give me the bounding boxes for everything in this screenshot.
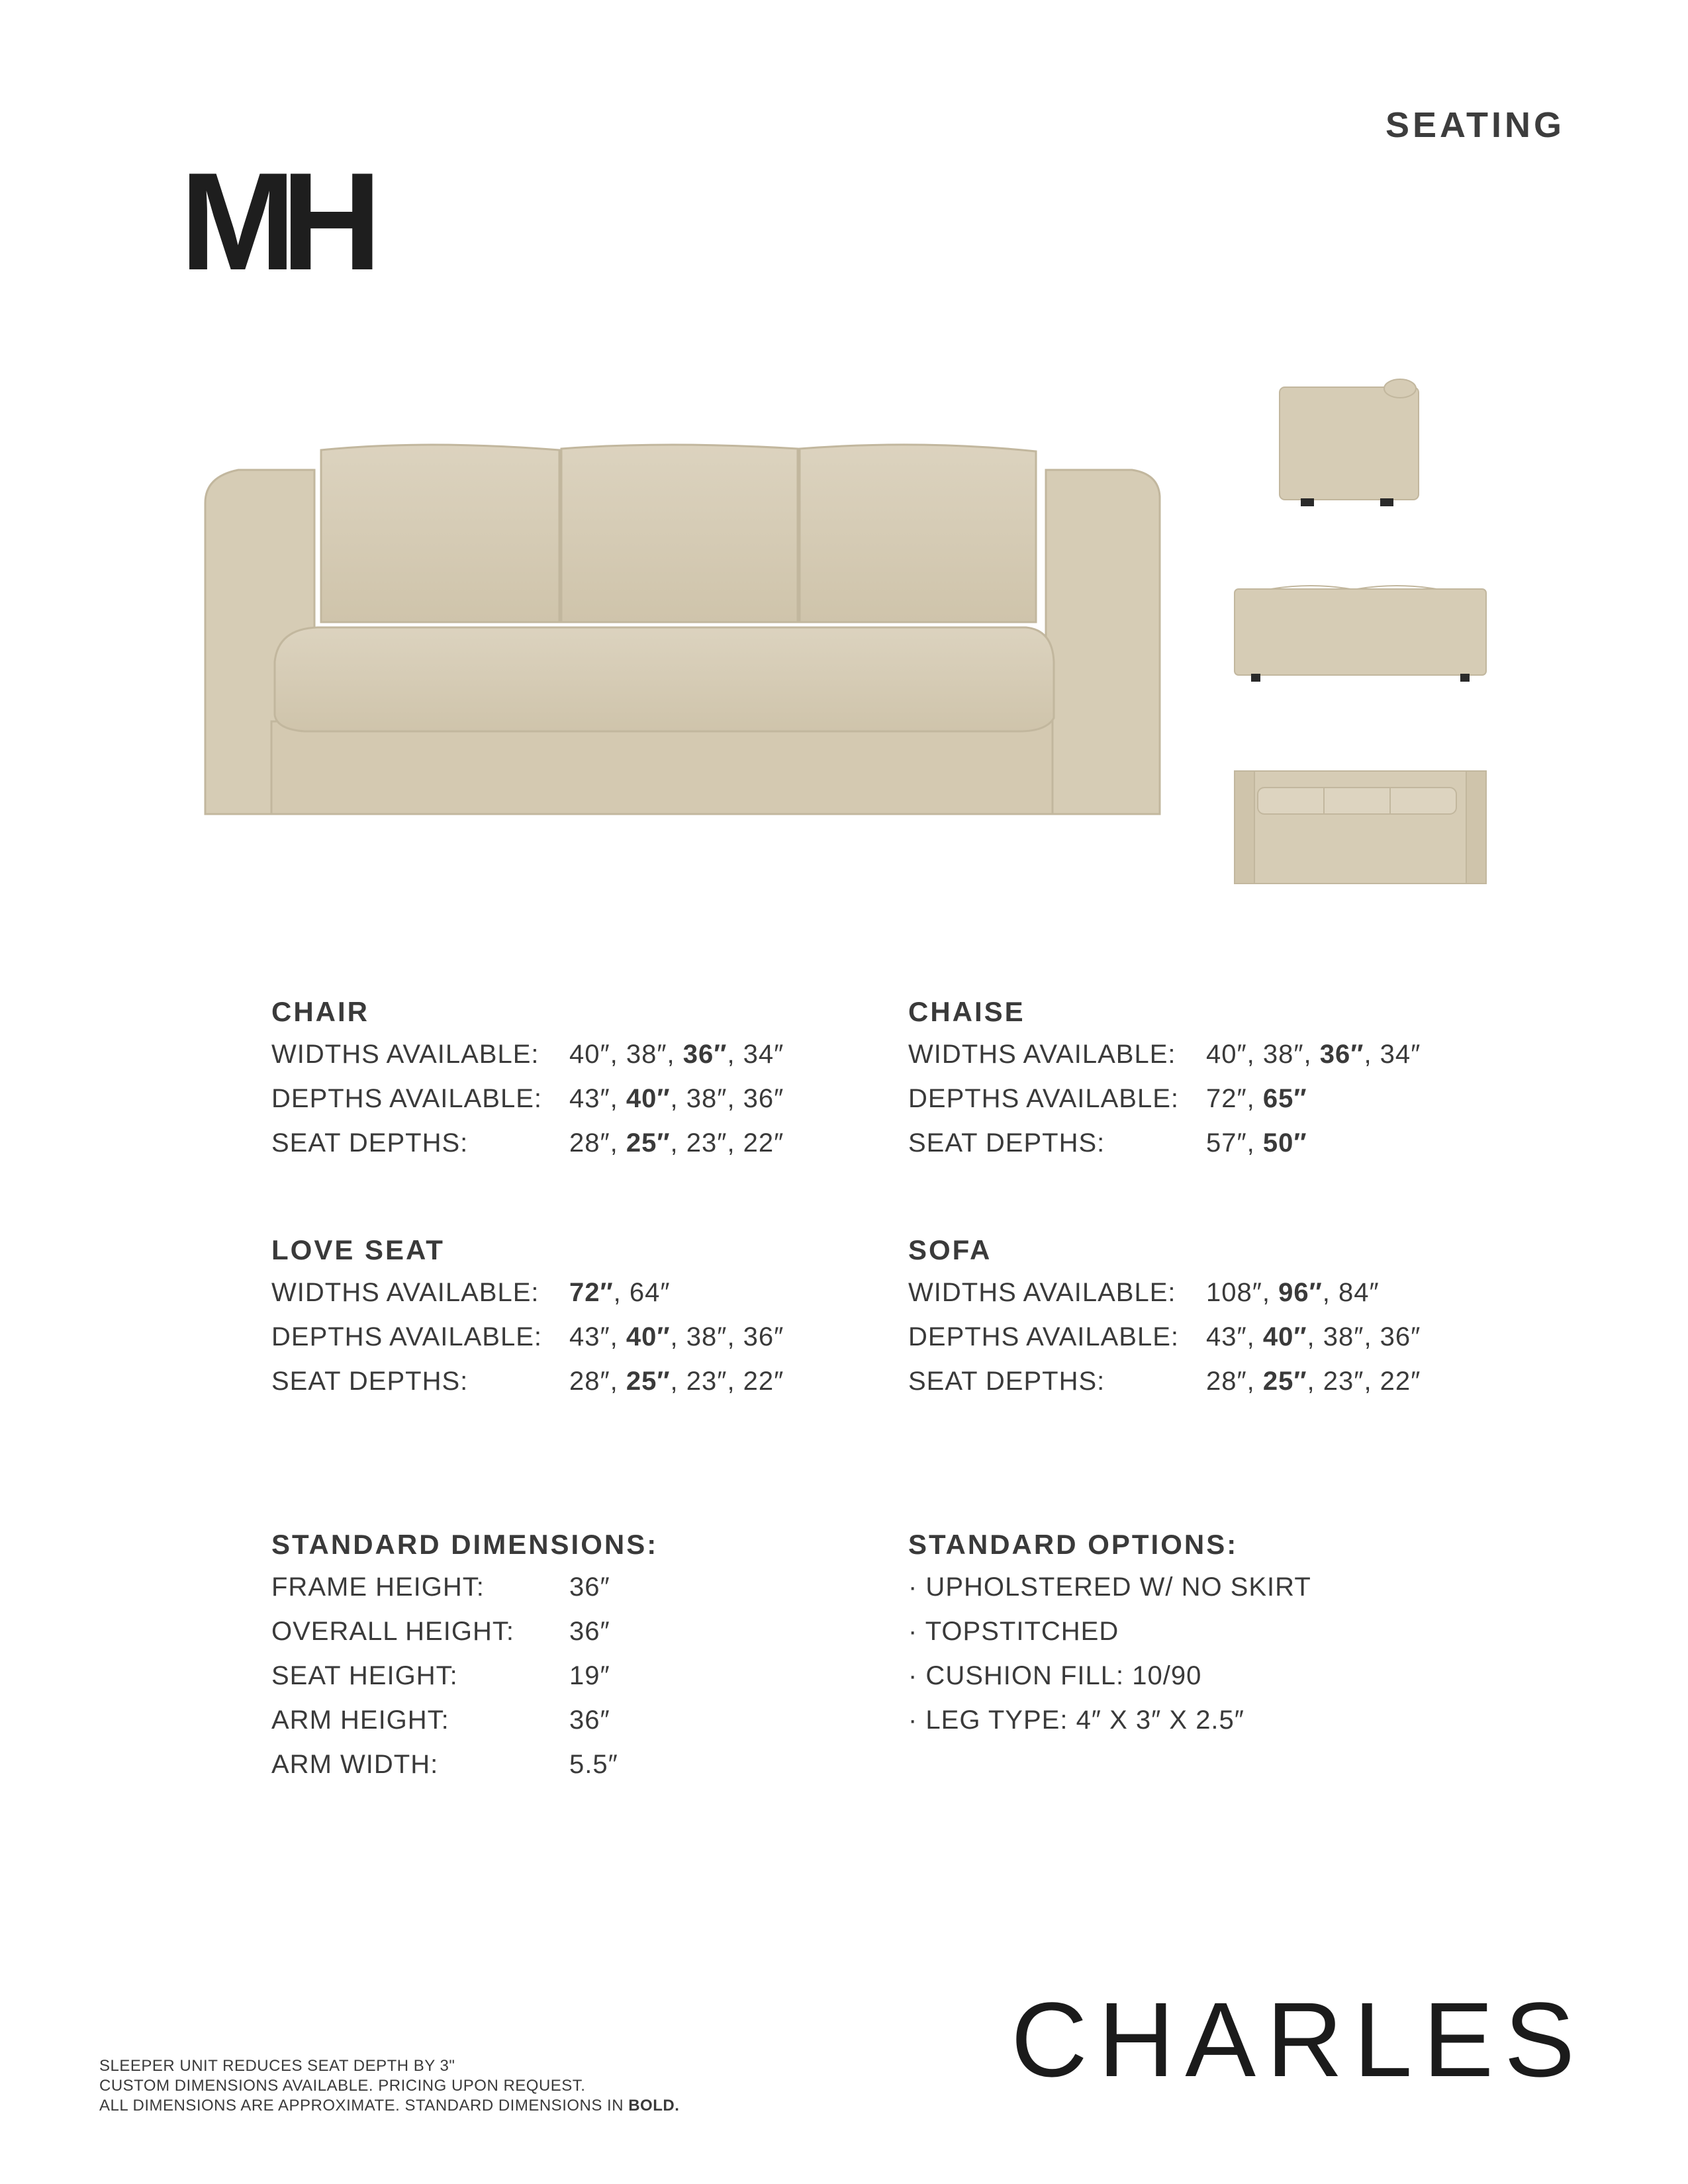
chaise-specs (908, 996, 1421, 1173)
value-separator: , (727, 1040, 743, 1069)
option-value: 38″ (1323, 1322, 1364, 1351)
section-title: CHAIR (271, 996, 369, 1027)
dimension-value: 5.5″ (569, 1750, 618, 1779)
dimension-row (271, 1750, 658, 1794)
option-value: 28″ (569, 1367, 610, 1396)
standard-value: 65″ (1262, 1084, 1307, 1113)
value-separator: , (727, 1322, 743, 1351)
spec-row (271, 1367, 784, 1411)
spec-values (569, 1367, 784, 1396)
footnotes (99, 2056, 679, 2116)
option-value: 43″ (1206, 1322, 1247, 1351)
section-title: SOFA (908, 1234, 992, 1265)
option-value: 22″ (743, 1367, 784, 1396)
sofa-top-image (1231, 768, 1489, 887)
option-item: · TOPSTITCHED (908, 1617, 1119, 1646)
section-title: CHAISE (908, 996, 1025, 1027)
dimension-label: OVERALL HEIGHT: (271, 1617, 514, 1646)
spec-row (908, 1278, 1421, 1322)
option-value: 36″ (743, 1084, 784, 1113)
spec-values (1206, 1084, 1307, 1114)
spec-label: DEPTHS AVAILABLE: (908, 1322, 1180, 1351)
standard-value: 50″ (1262, 1128, 1307, 1158)
option-value: 23″ (1323, 1367, 1364, 1396)
dimension-row (271, 1661, 658, 1706)
dimension-label: FRAME HEIGHT: (271, 1572, 485, 1602)
dimension-value: 36″ (569, 1617, 610, 1646)
value-separator: , (1246, 1128, 1263, 1158)
value-separator: , (610, 1128, 626, 1158)
value-separator: , (667, 1040, 683, 1069)
brand-wordmark: CHARLES (1011, 1980, 1585, 2099)
spec-label: SEAT DEPTHS: (908, 1367, 1105, 1396)
spec-row (271, 1084, 784, 1128)
spec-label: SEAT DEPTHS: (908, 1128, 1105, 1158)
option-value: 28″ (1206, 1367, 1247, 1396)
section-title: STANDARD DIMENSIONS: (271, 1529, 659, 1560)
option-value: 40″ (569, 1040, 610, 1069)
option-value: 23″ (686, 1128, 727, 1158)
option-item: · UPHOLSTERED W/ NO SKIRT (908, 1572, 1311, 1602)
option-value: 36″ (743, 1322, 784, 1351)
chair-specs (271, 996, 784, 1173)
standard-options (908, 1529, 1311, 1750)
option-value: 34″ (1380, 1040, 1421, 1069)
spec-row (271, 1278, 784, 1322)
value-separator: , (1307, 1322, 1323, 1351)
value-separator: , (670, 1322, 686, 1351)
spec-label: WIDTHS AVAILABLE: (908, 1040, 1176, 1069)
standard-dimensions (271, 1529, 658, 1794)
brand-logo: MH (180, 144, 367, 299)
value-separator: , (1364, 1322, 1380, 1351)
spec-rows (908, 1040, 1421, 1173)
value-separator: , (1364, 1367, 1380, 1396)
option-value: 28″ (569, 1128, 610, 1158)
option-value: 38″ (686, 1322, 727, 1351)
value-separator: , (670, 1084, 686, 1113)
spec-row (271, 1128, 784, 1173)
standard-value: 40″ (626, 1084, 671, 1113)
section-title: STANDARD OPTIONS: (908, 1529, 1239, 1560)
sofa-specs (908, 1234, 1421, 1411)
sofa-front-image (199, 430, 1178, 834)
value-separator: , (1246, 1040, 1263, 1069)
spec-rows (271, 1278, 784, 1411)
spec-row (908, 1040, 1421, 1084)
spec-row (908, 1367, 1421, 1411)
footnote-text: ALL DIMENSIONS ARE APPROXIMATE. STANDARD DIMENSIONS IN (99, 2097, 629, 2115)
spec-rows (271, 1040, 784, 1173)
standard-value: 25″ (1262, 1367, 1307, 1396)
value-separator: , (1307, 1367, 1323, 1396)
value-separator: , (1246, 1367, 1263, 1396)
option-value: 64″ (629, 1278, 671, 1307)
option-value: 22″ (743, 1128, 784, 1158)
spec-label: DEPTHS AVAILABLE: (271, 1084, 543, 1113)
value-separator: , (1246, 1084, 1263, 1113)
spec-label: SEAT DEPTHS: (271, 1367, 469, 1396)
option-value: 43″ (569, 1322, 610, 1351)
value-separator: , (727, 1084, 743, 1113)
value-separator: , (610, 1367, 626, 1396)
spec-values (569, 1278, 671, 1308)
spec-values (569, 1084, 784, 1114)
spec-values (1206, 1278, 1380, 1308)
spec-rows (908, 1278, 1421, 1411)
option-value: 34″ (743, 1040, 784, 1069)
spec-values (1206, 1367, 1421, 1396)
spec-row (908, 1128, 1421, 1173)
value-separator: , (610, 1084, 626, 1113)
sofa-back-image (1231, 582, 1489, 688)
value-separator: , (670, 1128, 686, 1158)
footnote-line (99, 2096, 679, 2116)
standard-value: 36″ (1319, 1040, 1364, 1069)
standard-value: 96″ (1278, 1278, 1323, 1307)
spec-label: DEPTHS AVAILABLE: (908, 1084, 1180, 1113)
option-value: 38″ (1262, 1040, 1304, 1069)
option-value: 72″ (1206, 1084, 1247, 1113)
spec-values (569, 1040, 784, 1069)
dimension-value: 19″ (569, 1661, 610, 1690)
sofa-side-image (1274, 374, 1427, 510)
spec-row (908, 1084, 1421, 1128)
option-value: 36″ (1380, 1322, 1421, 1351)
dimension-label: SEAT HEIGHT: (271, 1661, 458, 1690)
spec-label: WIDTHS AVAILABLE: (908, 1278, 1176, 1307)
footnote-line: CUSTOM DIMENSIONS AVAILABLE. PRICING UPON REQUEST. (99, 2077, 586, 2095)
spec-values (569, 1322, 784, 1352)
dimension-row (271, 1572, 658, 1617)
value-separator: , (727, 1128, 743, 1158)
option-item: · CUSHION FILL: 10/90 (908, 1661, 1202, 1690)
option-value: 23″ (686, 1367, 727, 1396)
option-value: 84″ (1338, 1278, 1380, 1307)
option-value: 40″ (1206, 1040, 1247, 1069)
value-separator: , (1322, 1278, 1339, 1307)
value-separator: , (610, 1322, 626, 1351)
standard-value: 40″ (626, 1322, 671, 1351)
spec-values (1206, 1128, 1307, 1158)
value-separator: , (727, 1367, 743, 1396)
option-value: 22″ (1380, 1367, 1421, 1396)
standard-value: 25″ (626, 1128, 671, 1158)
spec-values (1206, 1040, 1421, 1069)
value-separator: , (1246, 1322, 1263, 1351)
spec-label: SEAT DEPTHS: (271, 1128, 469, 1158)
option-value: 57″ (1206, 1128, 1247, 1158)
page-category: SEATING (1385, 105, 1565, 145)
dimension-label: ARM WIDTH: (271, 1750, 439, 1779)
dimension-label: ARM HEIGHT: (271, 1706, 449, 1735)
standard-value: 25″ (626, 1367, 671, 1396)
value-separator: , (1364, 1040, 1380, 1069)
spec-row (271, 1322, 784, 1367)
spec-row (271, 1040, 784, 1084)
option-value: 108″ (1206, 1278, 1262, 1307)
spec-row (908, 1322, 1421, 1367)
option-item: · LEG TYPE: 4″ X 3″ X 2.5″ (908, 1706, 1244, 1735)
spec-label: DEPTHS AVAILABLE: (271, 1322, 543, 1351)
standard-value: 72″ (569, 1278, 614, 1307)
value-separator: , (613, 1278, 630, 1307)
footnote-bold: BOLD. (628, 2097, 680, 2115)
spec-label: WIDTHS AVAILABLE: (271, 1278, 539, 1307)
option-value: 38″ (626, 1040, 667, 1069)
standard-value: 40″ (1262, 1322, 1307, 1351)
value-separator: , (1303, 1040, 1320, 1069)
spec-values (569, 1128, 784, 1158)
footnote-line: SLEEPER UNIT REDUCES SEAT DEPTH BY 3" (99, 2057, 455, 2075)
option-value: 38″ (686, 1084, 727, 1113)
spec-label: WIDTHS AVAILABLE: (271, 1040, 539, 1069)
standard-value: 36″ (682, 1040, 727, 1069)
love-seat-specs (271, 1234, 784, 1411)
value-separator: , (610, 1040, 626, 1069)
value-separator: , (1262, 1278, 1279, 1307)
section-title: LOVE SEAT (271, 1234, 445, 1265)
dimension-row (271, 1617, 658, 1661)
option-value: 43″ (569, 1084, 610, 1113)
spec-values (1206, 1322, 1421, 1352)
value-separator: , (670, 1367, 686, 1396)
dimension-value: 36″ (569, 1706, 610, 1735)
dimension-row (271, 1706, 658, 1750)
dimension-value: 36″ (569, 1572, 610, 1602)
